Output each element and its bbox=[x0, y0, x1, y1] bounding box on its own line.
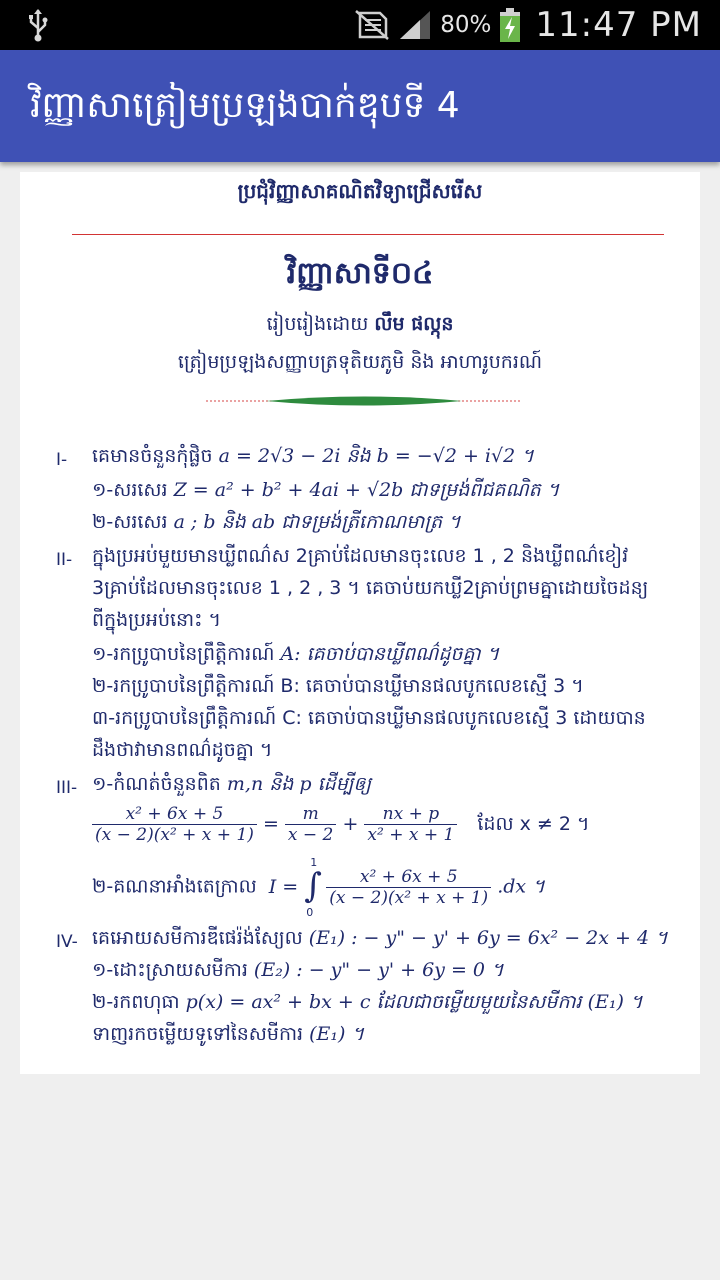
byline bbox=[20, 312, 700, 340]
document-header: ប្រជុំវិញ្ញាសាគណិតវិទ្យាជ្រើសរើស bbox=[237, 179, 483, 203]
byline-prefix: រៀបរៀងដោយ bbox=[266, 313, 369, 335]
no-sim-icon bbox=[354, 9, 390, 41]
app-bar bbox=[0, 50, 720, 162]
signal-icon bbox=[398, 9, 432, 41]
document-page[interactable]: ប្រជុំវិញ្ញាសាគណិតវិទ្យាជ្រើសរើស វិញ្ញាសាទី០៤ រៀបរៀងដោយ លឹម ផល្កុន ត្រៀមប្រឡងសញ្ញាបត្រទុតិយភូមិ និង អាហារូបករណ៍ I- គេមានចំនួនកុំផ្លិច a = 2√3 − 2i និង b = −√2 + i√2 ។ ១-សរសេរ Z = a² + b² + 4ai + √2b ជាទម្រង់ពីជគណិត ។ ២-សរសេរ a ; b និង ab ជាទម្រង់ត្រីកោណមាត្រ ។ II- ក្នុងប្រអប់មួយមានឃ្លីពណ៌ស 2គ្រាប់ដែលមានចុះលេខ 1 , 2 និងឃ្លីពណ៌ខៀវ 3គ្រាប់ដែលមានចុះលេខ 1 , 2 , 3 ។ គេចាប់យកឃ្លី2គ្រាប់ព្រមគ្នាដោយចៃដន្យ ពីក្នុងប្រអប់នោះ ។ ១-រកប្រូបាបនៃព្រឹត្តិការណ៍ A: គេចាប់បានឃ្លីពណ៌ដូចគ្នា ។ ២-រកប្រូបាបនៃព្រឹត្តិការណ៍ B: គេចាប់បានឃ្លីមានផលបូកលេខស្មើ 3 ។ ៣-រកប្រូបាបនៃព្រឹត្តិការណ៍ C: គេចាប់បានឃ្លីមានផលបូកលេខស្មើ 3 ដោយបាន ដឹងថាវាមានពណ៌ដូចគ្នា ។ III- ១-កំណត់ចំនួនពិត m,n និង p ដើម្បីឲ្យ $\frac{\text{x² + 6x + 5}}{\text{(x − 2)(x² + x + 1)}}$ = $\frac{m}{x - 2}$ + $\frac{nx + p}{\text{x² + x + 1}}$ ដែល x ≠ 2 ។ ២-គណនាអាំងតេក្រាល I = 1 ∫ 0 $\frac{\text{x² + 6x + 5}}{\text{(x − 2)(x² + x + 1)}}$ .dx ។ IV- គេអោយសមីការឌីផេរ៉ង់ស្យែល (E₁) : − y" − y' + 6y = 6x² − 2x + 4 ។ ១-ដោះស្រាយសមីការ (E₂) : − y" − y' + 6y = 0 ។ ២-រកពហុធា p(x) = ax² + bx + c ដែលជាចម្លើយមួយនៃសមីការ (E₁) ។ ទាញរកចម្លើយទូទៅនៃសមីការ (E₁) ។ bbox=[20, 172, 700, 1074]
header-divider bbox=[72, 234, 664, 235]
decorative-divider bbox=[206, 394, 522, 408]
document-title: វិញ្ញាសាទី០៤ bbox=[286, 256, 434, 291]
document-subtitle: ត្រៀមប្រឡងសញ្ញាបត្រទុតិយភូមិ និង អាហារូបករណ៍ bbox=[177, 351, 543, 373]
app-title: វិញ្ញាសាត្រៀមប្រឡងបាក់ឌុបទី 4 bbox=[30, 85, 460, 126]
author-name: លឹម ផល្កុន bbox=[374, 313, 454, 335]
usb-icon bbox=[26, 8, 50, 42]
status-bar bbox=[0, 0, 720, 50]
battery-charging-icon bbox=[499, 8, 521, 42]
clock: 11:47 PM bbox=[535, 5, 702, 45]
integral-equation: ២-គណនាអាំងតេក្រាល I = 1 ∫ 0 $\frac{\text{x² + 6x + 5}}{\text{(x − 2)(x² + x + 1)}}$ .dx ។ bbox=[92, 856, 545, 919]
fraction-equation: $\frac{\text{x² + 6x + 5}}{\text{(x − 2)(x² + x + 1)}}$ = $\frac{m}{x - 2}$ + $\frac{nx + p}{\text{x² + x + 1}}$ ដែល x ≠ 2 ។ bbox=[92, 804, 590, 845]
battery-percent: 80% bbox=[440, 12, 492, 38]
